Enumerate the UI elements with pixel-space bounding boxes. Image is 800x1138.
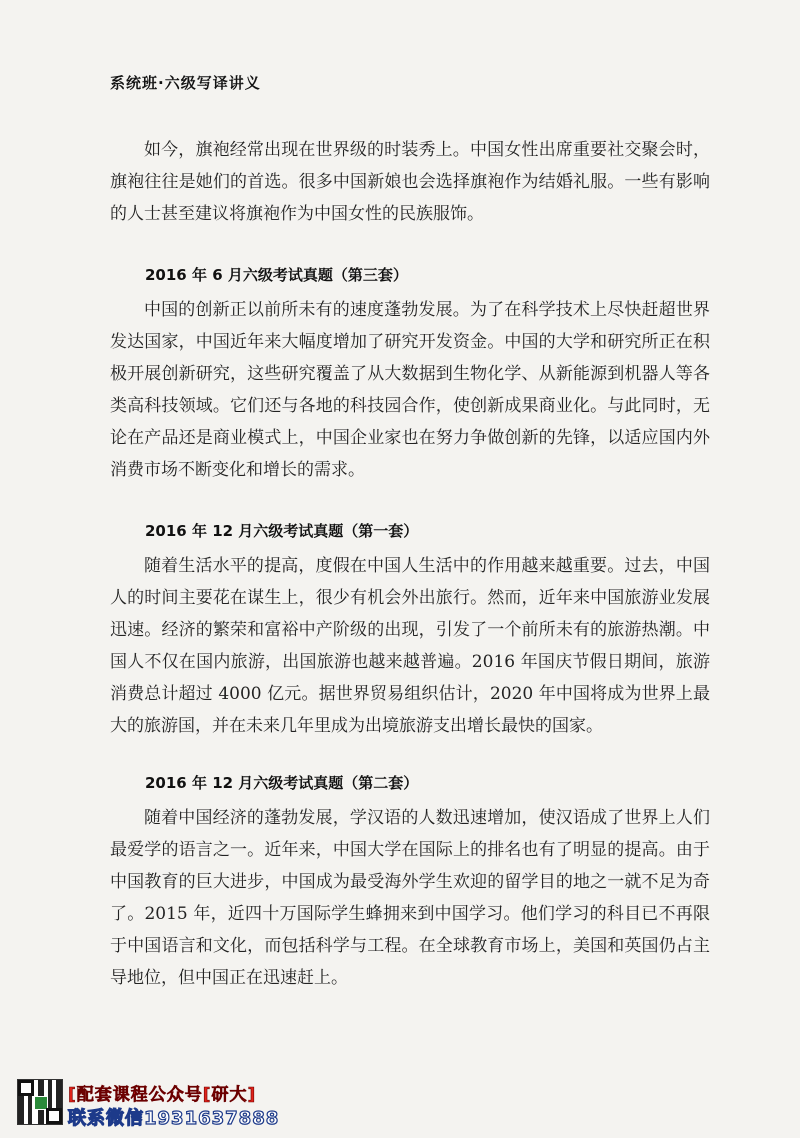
section-paragraph-2016-dec-set1: 随着生活水平的提高，度假在中国人生活中的作用越来越重要。过去，中国人的时间主要花在谋生上，很少有机会外出旅行。然而，近年来中国旅游业发展迅速。经济的繁荣和富裕中产阶级的出现，引发了一个前所未有的旅游热潮。中国人不仅在国内旅游，出国旅游也越来越普遍。2016 年国庆节假日期间，旅游消费总计超过 4000 亿元。据世界贸易组织估计，2020 年中国将成为世界上最大的旅游国，并在未来几年里成为出境旅游支出增长最快的国家。 [110,556,710,736]
section-heading-2016-dec-set2: 2016 年 12 月六级考试真题（第二套） [145,774,419,792]
intro-paragraph: 如今，旗袍经常出现在世界级的时装秀上。中国女性出席重要社交聚会时，旗袍往往是她们的首选。很多中国新娘也会选择旗袍作为结婚礼服。一些有影响的人士甚至建议将旗袍作为中国女性的民族服饰。 [110,140,710,224]
section-paragraph-2016-june-set3: 中国的创新正以前所未有的速度蓬勃发展。为了在科学技术上尽快赶超世界发达国家，中国近年来大幅度增加了研究开发资金。中国的大学和研究所正在积极开展创新研究，这些研究覆盖了从大数据到生物化学、从新能源到机器人等各类高科技领域。它们还与各地的科技园合作，使创新成果商业化。与此同时，无论在产品还是商业模式上，中国企业家也在努力争做创新的先锋，以适应国内外消费市场不断变化和增长的需求。 [110,300,710,480]
promo-line-public-account: [配套课程公众号[研大] [68,1085,257,1105]
section-heading-2016-june-set3: 2016 年 6 月六级考试真题（第三套） [145,266,408,284]
promo-footer [18,1080,318,1130]
section-paragraph-2016-dec-set2: 随着中国经济的蓬勃发展，学汉语的人数迅速增加，使汉语成了世界上人们最爱学的语言之一。近年来，中国大学在国际上的排名也有了明显的提高。由于中国教育的巨大进步，中国成为最受海外学生欢迎的留学目的地之一就不足为奇了。2015 年，近四十万国际学生蜂拥来到中国学习。他们学习的科目已不再限于中国语言和文化，而包括科学与工程。在全球教育市场上，美国和英国仍占主导地位，但中国正在迅速赶上。 [110,808,710,988]
qr-code-icon [18,1080,62,1124]
section-heading-2016-dec-set1: 2016 年 12 月六级考试真题（第一套） [145,522,419,540]
promo-line-wechat: 联系微信1931637888 [68,1108,280,1129]
page-header-title: 系统班·六级写译讲义 [110,74,261,92]
